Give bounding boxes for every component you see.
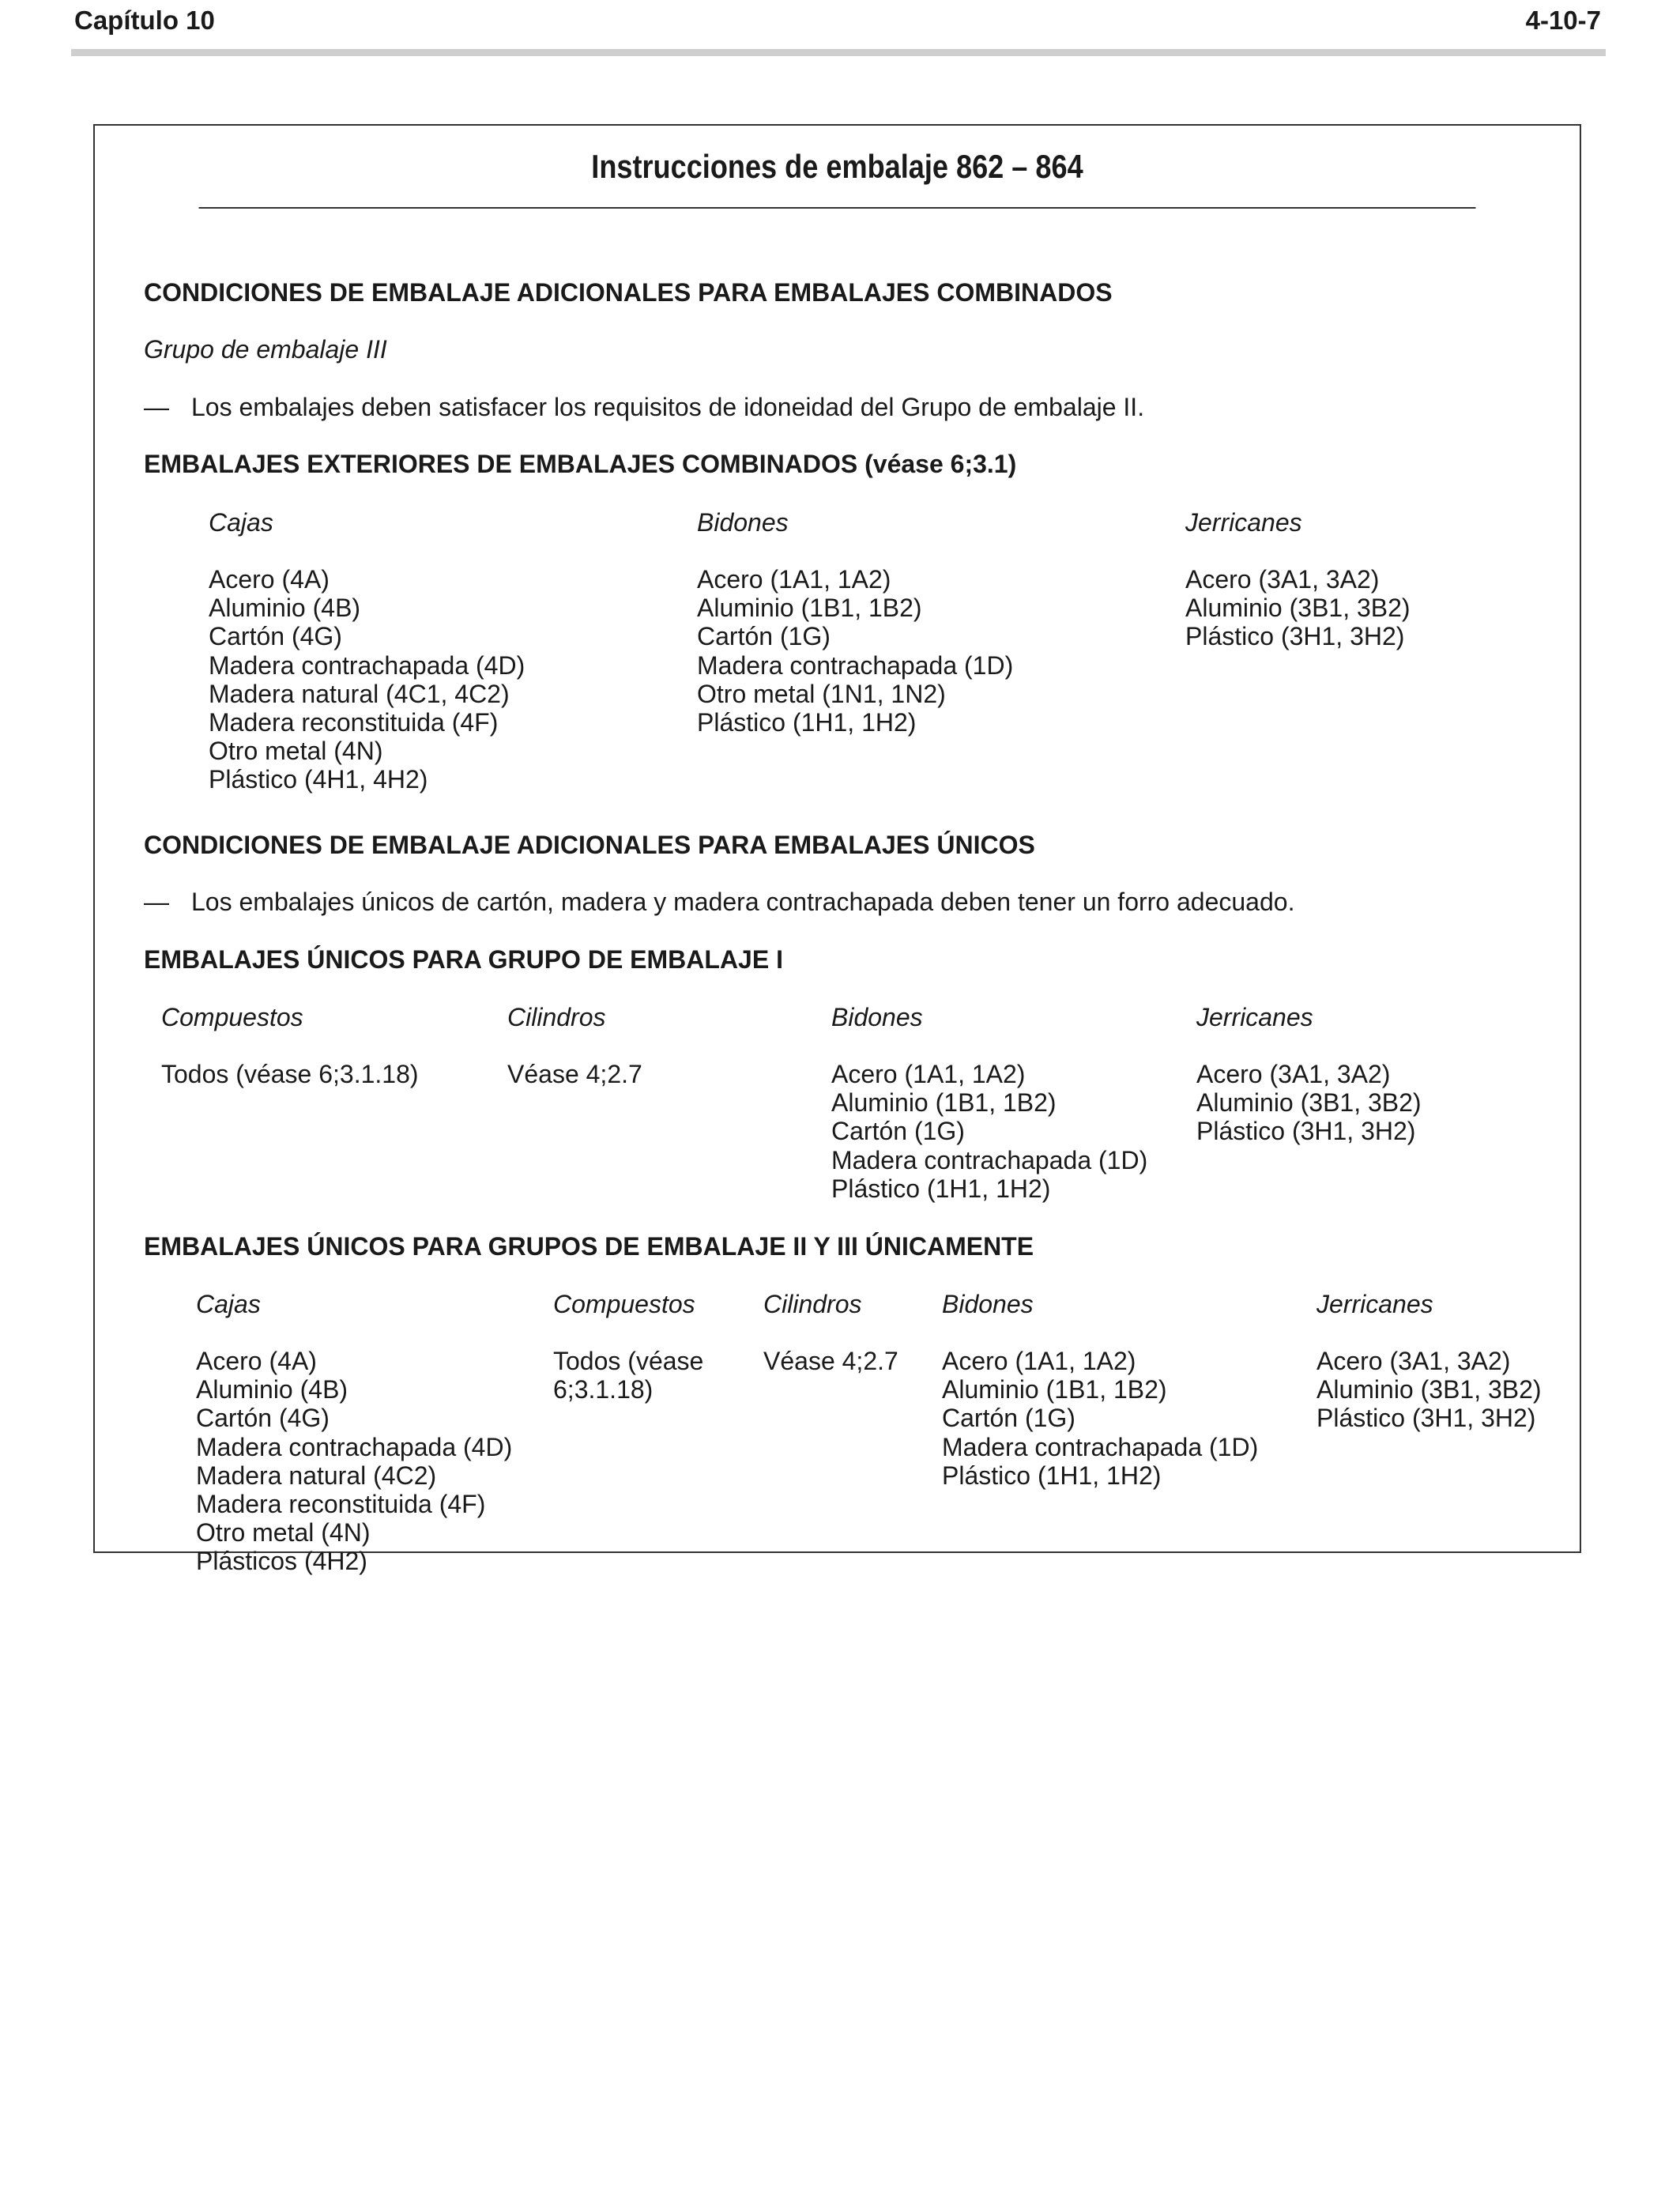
list-item: Acero (3A1, 3A2) <box>1196 1060 1391 1088</box>
section-heading-single-conditions: CONDICIONES DE EMBALAJE ADICIONALES PARA EMBALAJES ÚNICOS <box>144 831 1035 859</box>
list-item: Acero (3A1, 3A2) <box>1317 1347 1511 1375</box>
list-item: Madera reconstituida (4F) <box>196 1490 486 1519</box>
list-item: Cartón (4G) <box>209 622 342 651</box>
list-item: Madera contrachapada (1D) <box>942 1432 1259 1461</box>
list-item: Madera natural (4C2) <box>196 1461 437 1490</box>
column-cilindros <box>763 1290 898 1375</box>
list-item: Plástico (3H1, 3H2) <box>1185 622 1405 651</box>
bullet-text: Los embalajes únicos de cartón, madera y madera contrachapada deben tener un forro adecuado. <box>191 888 1295 916</box>
list-item: Plásticos (4H2) <box>196 1547 367 1576</box>
column-compuestos <box>553 1290 703 1404</box>
list-item: Aluminio (1B1, 1B2) <box>697 594 922 623</box>
list-item: Otro metal (1N1, 1N2) <box>697 679 946 708</box>
bullet-line: — Los embalajes deben satisfacer los requisitos de idoneidad del Grupo de embalaje II. <box>144 393 1145 421</box>
list-item: Todos (véase 6;3.1.18) <box>161 1060 419 1088</box>
column-jerricanes <box>1185 508 1411 651</box>
list-item: Aluminio (3B1, 3B2) <box>1196 1088 1422 1118</box>
list-item: Otro metal (4N) <box>209 737 383 766</box>
column-title: Compuestos <box>553 1290 695 1318</box>
column-title: Cilindros <box>507 1003 606 1031</box>
list-item: Aluminio (3B1, 3B2) <box>1185 594 1411 623</box>
column-title: Bidones <box>831 1003 923 1031</box>
list-item: Acero (1A1, 1A2) <box>942 1347 1136 1375</box>
list-item: Acero (1A1, 1A2) <box>697 565 891 594</box>
list-item: Acero (4A) <box>196 1347 317 1375</box>
section-heading-group-ii-iii: EMBALAJES ÚNICOS PARA GRUPOS DE EMBALAJE II Y III ÚNICAMENTE <box>144 1232 1034 1261</box>
column-title: Bidones <box>697 508 789 537</box>
packing-group-subheading: Grupo de embalaje III <box>144 335 387 364</box>
column-bidones <box>697 508 1013 737</box>
list-item: Aluminio (1B1, 1B2) <box>831 1088 1057 1118</box>
list-item: Acero (3A1, 3A2) <box>1185 565 1380 594</box>
column-bidones <box>942 1290 1258 1490</box>
list-item: Plástico (1H1, 1H2) <box>697 708 917 737</box>
list-item: Cartón (1G) <box>831 1117 965 1146</box>
list-item: Acero (1A1, 1A2) <box>831 1060 1026 1088</box>
section-heading-combined-conditions: CONDICIONES DE EMBALAJE ADICIONALES PARA EMBALAJES COMBINADOS <box>144 278 1113 307</box>
column-bidones <box>831 1003 1147 1203</box>
list-item: Cartón (4G) <box>196 1404 330 1433</box>
box-title: Instrucciones de embalaje 862 – 864 <box>199 126 1476 209</box>
page-number: 4-10-7 <box>1525 6 1601 35</box>
list-item: Plástico (1H1, 1H2) <box>831 1174 1051 1203</box>
chapter-label: Capítulo 10 <box>74 6 215 35</box>
column-title: Jerricanes <box>1196 1003 1313 1031</box>
list-item: Aluminio (1B1, 1B2) <box>942 1375 1167 1404</box>
list-item: Véase 4;2.7 <box>763 1347 898 1375</box>
column-title: Cajas <box>209 508 273 537</box>
column-cilindros <box>507 1003 642 1088</box>
column-cajas <box>196 1290 512 1576</box>
list-item: Madera contrachapada (4D) <box>209 650 525 680</box>
column-title: Compuestos <box>161 1003 303 1031</box>
list-item: Otro metal (4N) <box>196 1518 371 1547</box>
column-jerricanes <box>1317 1290 1542 1433</box>
list-item: Plástico (3H1, 3H2) <box>1196 1117 1416 1146</box>
column-title: Cilindros <box>763 1290 862 1318</box>
list-item: Aluminio (4B) <box>209 594 361 623</box>
list-item: Madera contrachapada (4D) <box>196 1432 513 1461</box>
column-cajas <box>209 508 525 794</box>
page-header <box>71 0 1606 56</box>
bullet-line: — Los embalajes únicos de cartón, madera y madera contrachapada deben tener un forro adecuado. <box>144 888 1295 916</box>
list-item: Todos (véase <box>553 1347 704 1375</box>
list-item: Madera natural (4C1, 4C2) <box>209 679 510 708</box>
list-item: Madera reconstituida (4F) <box>209 708 499 737</box>
list-item: Madera contrachapada (1D) <box>697 650 1014 680</box>
section-heading-group-i: EMBALAJES ÚNICOS PARA GRUPO DE EMBALAJE I <box>144 945 783 974</box>
list-item: Madera contrachapada (1D) <box>831 1145 1148 1174</box>
bullet-text: Los embalajes deben satisfacer los requisitos de idoneidad del Grupo de embalaje II. <box>191 393 1145 421</box>
column-title: Jerricanes <box>1185 508 1302 537</box>
column-title: Cajas <box>196 1290 261 1318</box>
column-compuestos <box>161 1003 419 1088</box>
list-item: Cartón (1G) <box>697 622 831 651</box>
list-item: Aluminio (4B) <box>196 1375 348 1404</box>
list-item: Plástico (1H1, 1H2) <box>942 1461 1162 1490</box>
list-item: Aluminio (3B1, 3B2) <box>1317 1375 1542 1404</box>
list-item: Acero (4A) <box>209 565 330 594</box>
section-heading-outer-packagings: EMBALAJES EXTERIORES DE EMBALAJES COMBINADOS (véase 6;3.1) <box>144 450 1017 478</box>
list-item: Plástico (3H1, 3H2) <box>1317 1404 1536 1433</box>
packing-instructions-box <box>93 124 1581 1576</box>
column-title: Jerricanes <box>1317 1290 1433 1318</box>
column-title: Bidones <box>942 1290 1034 1318</box>
list-item: Véase 4;2.7 <box>507 1060 642 1088</box>
list-item: Plástico (4H1, 4H2) <box>209 765 428 794</box>
list-item: Cartón (1G) <box>942 1404 1075 1433</box>
list-item: 6;3.1.18) <box>553 1375 654 1404</box>
column-jerricanes <box>1196 1003 1422 1146</box>
